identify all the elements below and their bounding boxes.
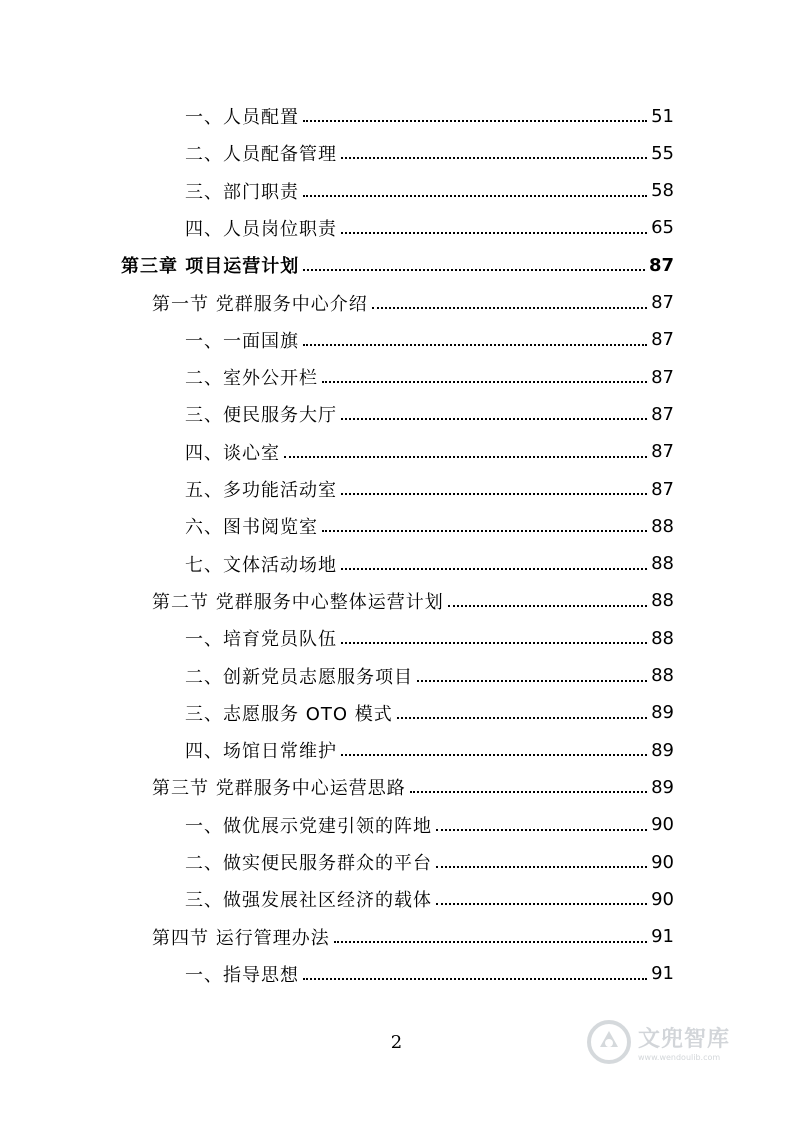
toc-entry-title: 一、做优展示党建引领的阵地	[185, 815, 432, 837]
toc-entry-page: 90	[651, 851, 674, 873]
toc-entry-page: 88	[651, 515, 674, 537]
toc-entry-title: 一、培育党员队伍	[185, 629, 337, 651]
toc-entry[interactable]	[152, 922, 674, 952]
toc-entry[interactable]	[185, 623, 674, 653]
toc-entry-page: 89	[651, 739, 674, 761]
toc-entry-title: 二、室外公开栏	[185, 368, 318, 390]
toc-dot-leader	[436, 866, 647, 868]
toc-entry[interactable]	[185, 698, 674, 728]
toc-entry-title: 第三节 党群服务中心运营思路	[152, 778, 406, 800]
toc-entry-title: 二、人员配备管理	[185, 144, 337, 166]
toc-entry[interactable]	[185, 661, 674, 691]
toc-dot-leader	[303, 120, 647, 122]
toc-dot-leader	[284, 456, 647, 458]
toc-dot-leader	[303, 344, 647, 346]
toc-entry[interactable]	[185, 325, 674, 355]
toc-entry-page: 87	[648, 254, 674, 276]
toc-entry[interactable]	[185, 138, 674, 168]
toc-entry-page: 87	[651, 366, 674, 388]
toc-entry-title: 第一节 党群服务中心介绍	[152, 293, 368, 315]
toc-dot-leader	[372, 307, 647, 309]
watermark	[586, 1012, 756, 1072]
toc-dot-leader	[436, 903, 647, 905]
toc-entry[interactable]	[185, 735, 674, 765]
toc-entry[interactable]	[185, 959, 674, 989]
toc-entry-page: 51	[651, 105, 674, 127]
toc-entry[interactable]	[121, 250, 674, 280]
toc-entry-title: 第三章 项目运营计划	[121, 256, 300, 278]
toc-dot-leader	[322, 530, 647, 532]
toc-entry[interactable]	[152, 772, 674, 802]
toc-entry[interactable]	[185, 101, 674, 131]
watermark-logo-icon	[586, 1019, 632, 1065]
page-number: 2	[390, 1032, 403, 1053]
toc-entry-page: 90	[651, 888, 674, 910]
toc-entry[interactable]	[185, 810, 674, 840]
toc-entry-page: 89	[651, 776, 674, 798]
toc-entry-title: 一、指导思想	[185, 964, 299, 986]
toc-dot-leader	[341, 642, 647, 644]
toc-entry-page: 87	[651, 403, 674, 425]
toc-dot-leader	[322, 381, 647, 383]
toc-entry-page: 87	[651, 329, 674, 351]
toc-dot-leader	[397, 717, 647, 719]
toc-entry-title: 一、人员配置	[185, 107, 299, 128]
toc-entry-title: 三、做强发展社区经济的载体	[185, 890, 432, 912]
toc-dot-leader	[341, 418, 647, 420]
toc-entry[interactable]	[185, 549, 674, 579]
toc-entry-title: 四、场馆日常维护	[185, 741, 337, 763]
toc-entry[interactable]	[185, 474, 674, 504]
toc-entry-title: 三、部门职责	[185, 181, 299, 203]
toc-entry-title: 二、创新党员志愿服务项目	[185, 666, 413, 688]
toc-entry[interactable]	[185, 437, 674, 467]
toc-entry-title: 四、谈心室	[185, 442, 280, 464]
toc-entry-title: 第二节 党群服务中心整体运营计划	[152, 591, 444, 613]
toc-entry[interactable]	[185, 884, 674, 914]
watermark-url: www.wendoulib.com	[638, 1053, 721, 1062]
toc-entry[interactable]	[185, 511, 674, 541]
toc-dot-leader	[410, 791, 647, 793]
toc-entry-page: 65	[651, 217, 674, 239]
toc-entry-title: 三、便民服务大厅	[185, 405, 337, 427]
toc-entry-page: 89	[651, 702, 674, 724]
toc-dot-leader	[303, 978, 647, 980]
toc-entry[interactable]	[185, 847, 674, 877]
toc-entry-title: 一、一面国旗	[185, 330, 299, 352]
toc-dot-leader	[341, 568, 647, 570]
toc-entry-page: 88	[651, 553, 674, 575]
toc-entry-page: 88	[651, 665, 674, 686]
toc-entry-title: 二、做实便民服务群众的平台	[185, 853, 432, 874]
toc-entry-title: 四、人员岗位职责	[185, 218, 337, 240]
toc-entry-page: 90	[651, 814, 674, 836]
toc-entry-title: 第四节 运行管理办法	[152, 927, 330, 949]
toc-entry-title: 三、志愿服务 OTO 模式	[185, 703, 393, 725]
toc-dot-leader	[341, 232, 647, 234]
toc-entry[interactable]	[185, 399, 674, 429]
toc-dot-leader	[341, 754, 647, 756]
toc-entry-page: 58	[651, 180, 674, 202]
toc-entry-title: 七、文体活动场地	[185, 554, 337, 576]
toc-entry-page: 87	[651, 292, 674, 313]
toc-entry-title: 五、多功能活动室	[185, 480, 337, 501]
toc-entry-page: 55	[651, 142, 674, 164]
toc-dot-leader	[436, 829, 647, 831]
toc-entry-title: 六、图书阅览室	[185, 517, 318, 539]
toc-entry[interactable]	[185, 362, 674, 392]
toc-entry-page: 91	[651, 926, 674, 948]
toc-dot-leader	[417, 680, 647, 682]
toc-entry-page: 88	[651, 627, 674, 649]
toc-dot-leader	[341, 493, 647, 495]
toc-dot-leader	[303, 269, 645, 271]
toc-entry-page: 91	[651, 963, 674, 985]
toc-dot-leader	[334, 941, 647, 943]
watermark-title: 文兜智库	[638, 1027, 731, 1052]
toc-entry[interactable]	[185, 213, 674, 243]
toc-dot-leader	[448, 605, 647, 607]
toc-entry[interactable]	[185, 176, 674, 206]
toc-entry-page: 87	[651, 441, 674, 463]
toc-dot-leader	[303, 195, 647, 197]
toc-entry[interactable]	[152, 586, 674, 616]
toc-dot-leader	[341, 157, 647, 159]
toc-entry-page: 87	[651, 478, 674, 500]
toc-entry[interactable]	[152, 288, 674, 318]
toc-entry-page: 88	[651, 590, 674, 612]
